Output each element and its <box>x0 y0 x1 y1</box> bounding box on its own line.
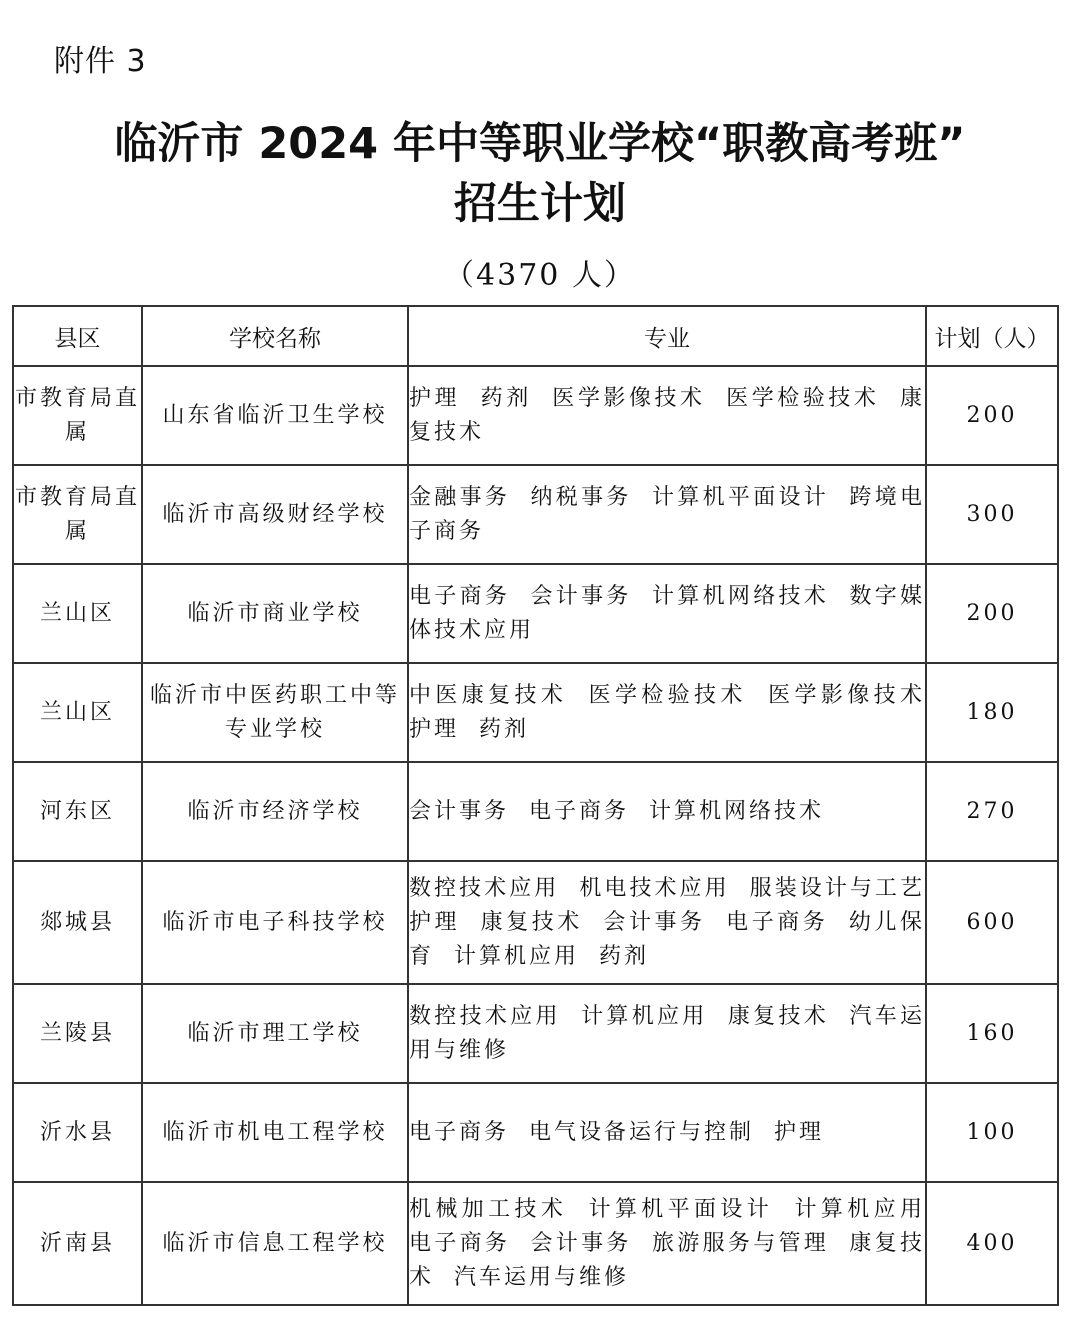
school-cell: 临沂市理工学校 <box>142 984 408 1083</box>
plan-count-cell: 300 <box>926 465 1058 564</box>
table-row <box>13 564 1058 663</box>
district-cell: 市教育局直属 <box>13 465 142 564</box>
header-school: 学校名称 <box>142 306 408 366</box>
school-cell: 临沂市中医药职工中等专业学校 <box>142 663 408 762</box>
majors-cell: 数控技术应用 计算机应用 康复技术 汽车运用与维修 <box>408 984 926 1083</box>
plan-count-cell: 270 <box>926 762 1058 861</box>
majors-cell: 会计事务 电子商务 计算机网络技术 <box>408 762 926 861</box>
majors-cell: 电子商务 电气设备运行与控制 护理 <box>408 1083 926 1182</box>
district-cell: 兰山区 <box>13 663 142 762</box>
majors-cell: 中医康复技术 医学检验技术 医学影像技术 护理 药剂 <box>408 663 926 762</box>
district-cell: 沂南县 <box>13 1182 142 1305</box>
table-row <box>13 663 1058 762</box>
school-cell: 临沂市商业学校 <box>142 564 408 663</box>
attachment-label: 附件 3 <box>54 44 147 79</box>
table-row <box>13 1083 1058 1182</box>
plan-count-cell: 400 <box>926 1182 1058 1305</box>
district-cell: 郯城县 <box>13 861 142 984</box>
plan-count-cell: 200 <box>926 564 1058 663</box>
majors-cell: 机械加工技术 计算机平面设计 计算机应用 电子商务 会计事务 旅游服务与管理 康复技术 汽车运用与维修 <box>408 1182 926 1305</box>
table-row <box>13 861 1058 984</box>
school-cell: 临沂市经济学校 <box>142 762 408 861</box>
enrollment-plan-table <box>12 305 1059 1306</box>
table-row <box>13 366 1058 465</box>
school-cell: 临沂市信息工程学校 <box>142 1182 408 1305</box>
table-row <box>13 1182 1058 1305</box>
table-header-row <box>13 306 1058 366</box>
school-cell: 山东省临沂卫生学校 <box>142 366 408 465</box>
header-plan: 计划（人） <box>926 306 1058 366</box>
district-cell: 沂水县 <box>13 1083 142 1182</box>
district-cell: 市教育局直属 <box>13 366 142 465</box>
document-title: 临沂市 2024 年中等职业学校“职教高考班” <box>114 119 966 169</box>
majors-cell: 金融事务 纳税事务 计算机平面设计 跨境电子商务 <box>408 465 926 564</box>
district-cell: 兰山区 <box>13 564 142 663</box>
plan-count-cell: 600 <box>926 861 1058 984</box>
school-cell: 临沂市电子科技学校 <box>142 861 408 984</box>
header-majors: 专业 <box>408 306 926 366</box>
district-cell: 河东区 <box>13 762 142 861</box>
plan-count-cell: 160 <box>926 984 1058 1083</box>
majors-cell: 护理 药剂 医学影像技术 医学检验技术 康复技术 <box>408 366 926 465</box>
majors-cell: 数控技术应用 机电技术应用 服装设计与工艺 护理 康复技术 会计事务 电子商务 幼儿保育 计算机应用 药剂 <box>408 861 926 984</box>
school-cell: 临沂市高级财经学校 <box>142 465 408 564</box>
total-enrollment: （4370 人） <box>444 258 636 293</box>
district-cell: 兰陵县 <box>13 984 142 1083</box>
plan-count-cell: 180 <box>926 663 1058 762</box>
plan-count-cell: 200 <box>926 366 1058 465</box>
table-row <box>13 465 1058 564</box>
table-row <box>13 762 1058 861</box>
document-title-line2: 招生计划 <box>454 179 626 229</box>
majors-cell: 电子商务 会计事务 计算机网络技术 数字媒体技术应用 <box>408 564 926 663</box>
header-district: 县区 <box>13 306 142 366</box>
plan-count-cell: 100 <box>926 1083 1058 1182</box>
table-row <box>13 984 1058 1083</box>
school-cell: 临沂市机电工程学校 <box>142 1083 408 1182</box>
